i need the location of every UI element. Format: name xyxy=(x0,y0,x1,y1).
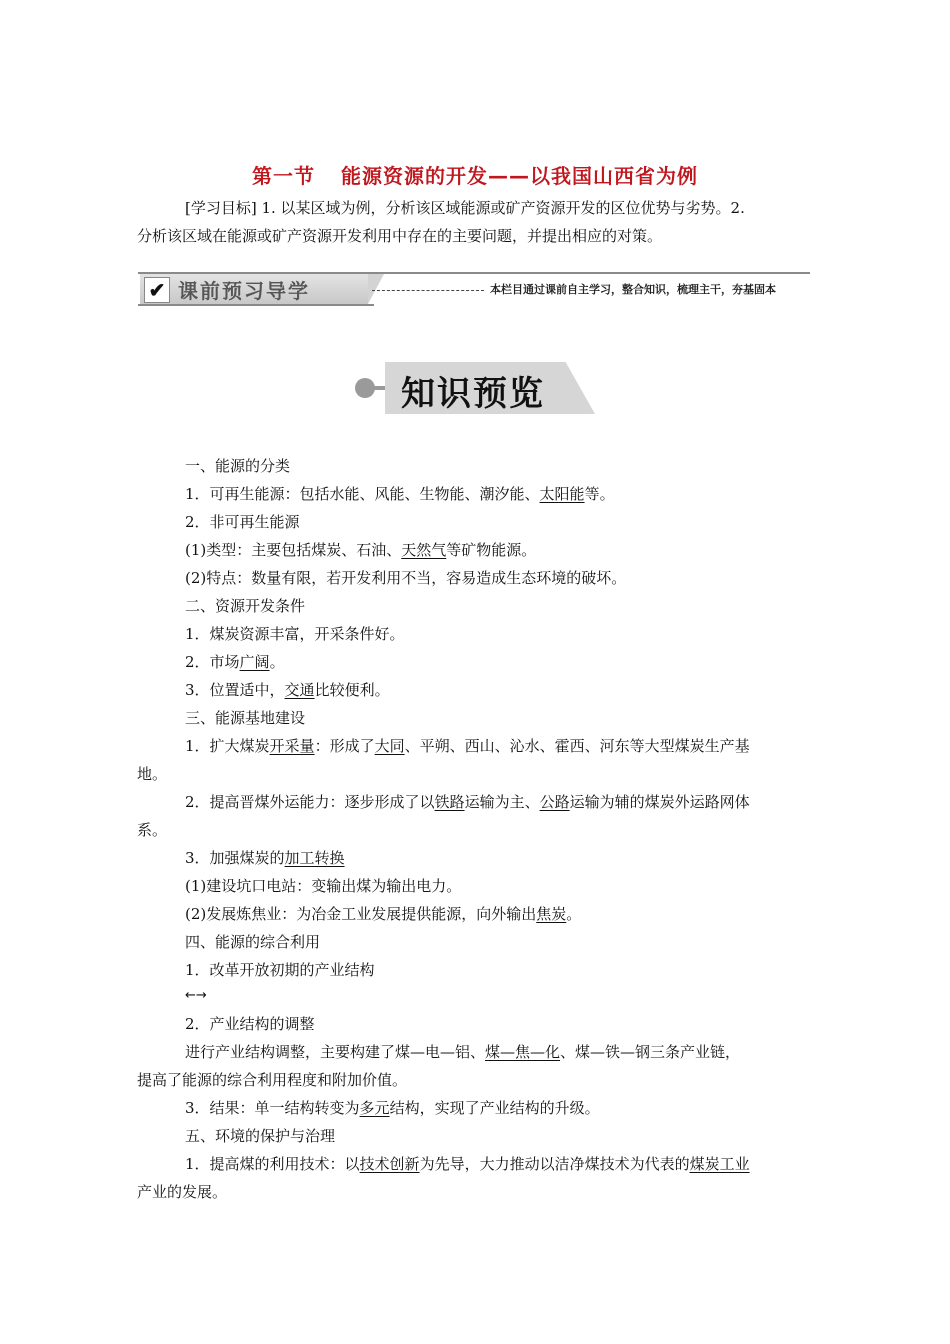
checkmark-icon: ✔ xyxy=(144,277,170,303)
answer-blank: 铁路 xyxy=(434,793,465,811)
section-banner xyxy=(138,272,810,306)
list-item-continuation: 地。 xyxy=(137,765,168,783)
section-heading-3: 三、能源基地建设 xyxy=(185,709,306,727)
answer-blank: 焦炭 xyxy=(536,905,567,923)
answer-blank: 多元 xyxy=(359,1099,390,1117)
list-item: (2)发展炼焦业：为冶金工业发展提供能源，向外输出焦炭。 xyxy=(185,905,582,923)
list-item-continuation: 提高了能源的综合利用程度和附加价值。 xyxy=(137,1071,408,1089)
answer-blank: 大同 xyxy=(374,737,405,755)
answer-blank: 广阔 xyxy=(239,653,270,671)
page-title xyxy=(0,160,950,189)
list-item: 2．提高晋煤外运能力：逐步形成了以铁路运输为主、公路运输为辅的煤炭外运路网体 xyxy=(185,793,750,811)
list-item: 1．可再生能源：包括水能、风能、生物能、潮汐能、太阳能等。 xyxy=(185,485,615,503)
banner-label: 课前预习导学 xyxy=(178,279,310,303)
list-item: 3．加强煤炭的加工转换 xyxy=(185,849,345,867)
section-heading-1: 一、能源的分类 xyxy=(185,457,291,475)
list-item: (2)特点：数量有限，若开发利用不当，容易造成生态环境的破坏。 xyxy=(185,569,627,587)
double-arrow-icon: ←→ xyxy=(185,988,207,1003)
answer-blank: 煤炭工业 xyxy=(689,1155,750,1173)
banner-dashed-leader xyxy=(372,290,484,291)
list-item: (1)类型：主要包括煤炭、石油、天然气等矿物能源。 xyxy=(185,541,537,559)
list-item: 进行产业结构调整，主要构建了煤—电—铝、煤—焦—化、煤—铁—钢三条产业链， xyxy=(185,1043,741,1061)
heading-text: 知识预览 xyxy=(401,374,545,414)
list-item-continuation: 系。 xyxy=(137,821,168,839)
answer-blank: 天然气 xyxy=(401,541,447,559)
list-item: 1．改革开放初期的产业结构 xyxy=(185,961,375,979)
answer-blank: 太阳能 xyxy=(539,485,585,503)
banner-tail xyxy=(368,274,384,304)
list-item: 1．煤炭资源丰富，开采条件好。 xyxy=(185,625,405,643)
answer-blank: 公路 xyxy=(539,793,570,811)
title-section-number: 第一节 xyxy=(252,164,315,188)
section-heading-4: 四、能源的综合利用 xyxy=(185,933,321,951)
answer-blank: 开采量 xyxy=(269,737,315,755)
title-text: 能源资源的开发——以我国山西省为例 xyxy=(341,164,698,188)
list-item: 2．非可再生能源 xyxy=(185,513,300,531)
list-item: 3．位置适中，交通比较便利。 xyxy=(185,681,390,699)
list-item: 2．产业结构的调整 xyxy=(185,1015,315,1033)
answer-blank: 加工转换 xyxy=(284,849,345,867)
answer-blank: 交通 xyxy=(284,681,315,699)
objectives-line-2: 分析该区域在能源或矿产资源开发利用中存在的主要问题，并提出相应的对策。 xyxy=(137,227,663,245)
list-item: 1．提高煤的利用技术：以技术创新为先导，大力推动以洁净煤技术为代表的煤炭工业 xyxy=(185,1155,750,1173)
objectives-line-1: [学习目标] 1. 以某区域为例，分析该区域能源或矿产资源开发的区位优势与劣势。2. xyxy=(185,199,745,217)
list-item: (1)建设坑口电站：变输出煤为输出电力。 xyxy=(185,877,462,895)
answer-blank: 煤—焦—化 xyxy=(485,1043,561,1061)
answer-blank: 技术创新 xyxy=(359,1155,420,1173)
list-item: 2．市场广阔。 xyxy=(185,653,285,671)
banner-note: 本栏目通过课前自主学习，整合知识，梳理主干，夯基固本 xyxy=(490,283,776,296)
bullet-dot-icon xyxy=(355,378,375,398)
list-item: 3．结果：单一结构转变为多元结构，实现了产业结构的升级。 xyxy=(185,1099,600,1117)
list-item: 1．扩大煤炭开采量：形成了大同、平朔、西山、沁水、霍西、河东等大型煤炭生产基 xyxy=(185,737,750,755)
section-heading-2: 二、资源开发条件 xyxy=(185,597,306,615)
list-item-continuation: 产业的发展。 xyxy=(137,1183,228,1201)
banner-bottom-rule xyxy=(138,304,374,306)
section-heading-5: 五、环境的保护与治理 xyxy=(185,1127,336,1145)
knowledge-preview-heading xyxy=(355,362,595,414)
